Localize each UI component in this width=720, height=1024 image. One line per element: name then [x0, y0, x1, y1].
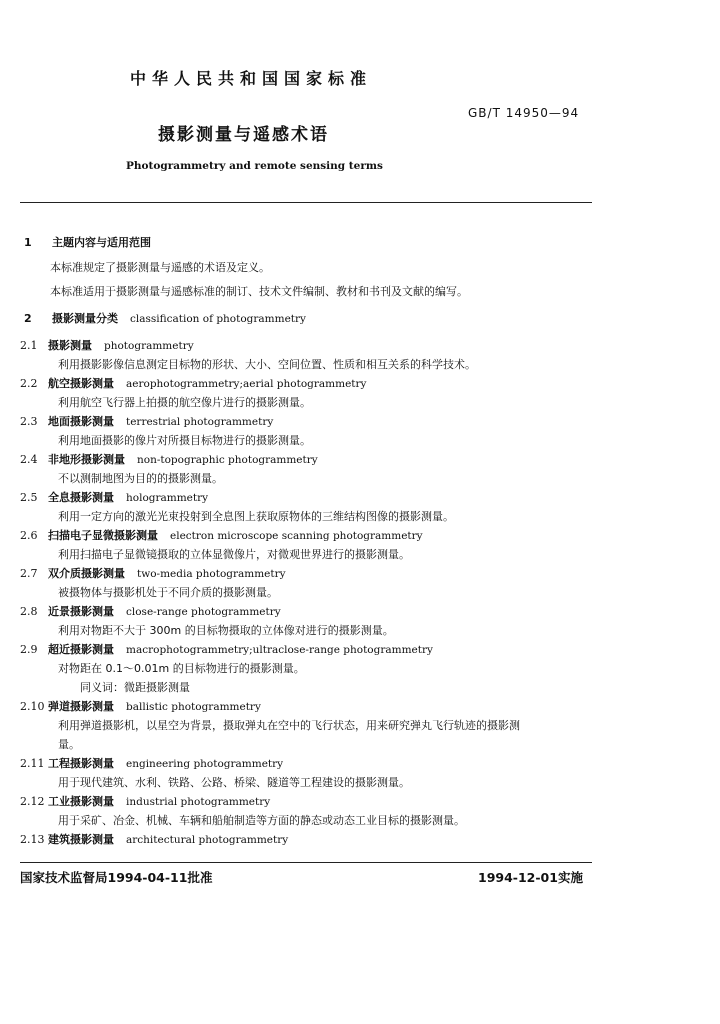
term-chinese: 双介质摄影测量	[48, 567, 125, 580]
term-number: 2.8	[20, 605, 38, 618]
term-chinese: 工程摄影测量	[48, 757, 114, 770]
paragraph: 本标准适用于摄影测量与遥感标准的制订、技术文件编制、教材和书刊及文献的编写。	[50, 285, 468, 298]
term-chinese: 地面摄影测量	[48, 415, 114, 428]
term-english: ballistic photogrammetry	[126, 701, 261, 713]
term-number: 2.11	[20, 757, 45, 770]
term-heading	[20, 529, 423, 543]
standard-code: GB/T 14950—94	[468, 106, 580, 120]
term-english: engineering photogrammetry	[126, 758, 284, 770]
term-number: 2.10	[20, 700, 45, 713]
term-chinese: 建筑摄影测量	[48, 833, 114, 846]
term-number: 2.6	[20, 529, 38, 542]
term-english: close-range photogrammetry	[126, 606, 281, 618]
term-english: non-topographic photogrammetry	[137, 454, 318, 466]
term-definition: 用于现代建筑、水利、铁路、公路、桥梁、隧道等工程建设的摄影测量。	[58, 776, 410, 789]
term-chinese: 摄影测量	[48, 339, 92, 352]
term-number: 2.1	[20, 339, 38, 352]
term-number: 2.9	[20, 643, 38, 656]
term-heading	[20, 643, 433, 657]
term-english: architectural photogrammetry	[126, 834, 289, 846]
term-chinese: 近景摄影测量	[48, 605, 114, 618]
term-number: 2.7	[20, 567, 38, 580]
term-number: 2.4	[20, 453, 38, 466]
term-english: electron microscope scanning photogrammetry	[170, 530, 423, 542]
term-number: 2.5	[20, 491, 38, 504]
term-english: hologrammetry	[126, 492, 209, 504]
footer-divider	[20, 862, 592, 863]
approval-line: 国家技术监督局1994-04-11批准	[20, 870, 213, 885]
issuing-org: 中华人民共和国国家标准	[130, 69, 373, 88]
term-number: 2.12	[20, 795, 45, 808]
term-chinese: 全息摄影测量	[48, 491, 114, 504]
term-heading	[20, 491, 208, 505]
term-heading	[20, 567, 286, 581]
term-definition: 利用扫描电子显微镜摄取的立体显微像片，对微观世界进行的摄影测量。	[58, 548, 410, 561]
term-definition: 用于采矿、冶金、机械、车辆和船舶制造等方面的静态或动态工业目标的摄影测量。	[58, 814, 465, 827]
term-english: industrial photogrammetry	[126, 796, 271, 808]
term-definition: 利用一定方向的激光光束投射到全息图上获取原物体的三维结构图像的摄影测量。	[58, 510, 454, 523]
section-2-heading	[24, 312, 306, 326]
effective-date: 1994-12-01实施	[478, 870, 583, 885]
term-chinese: 工业摄影测量	[48, 795, 114, 808]
term-heading	[20, 700, 261, 714]
term-english: terrestrial photogrammetry	[126, 416, 274, 428]
paragraph: 本标准规定了摄影测量与遥感的术语及定义。	[50, 261, 270, 274]
term-chinese: 弹道摄影测量	[48, 700, 114, 713]
term-heading	[20, 757, 283, 771]
term-heading	[20, 795, 270, 809]
term-synonym: 同义词：微距摄影测量	[80, 681, 190, 694]
section-number: 1	[24, 236, 32, 249]
term-number: 2.2	[20, 377, 38, 390]
term-definition: 利用地面摄影的像片对所摄目标物进行的摄影测量。	[58, 434, 311, 447]
section-1-heading	[24, 236, 151, 250]
term-definition: 利用摄影影像信息测定目标物的形状、大小、空间位置、性质和相互关系的科学技术。	[58, 358, 476, 371]
term-definition: 不以测制地图为目的的摄影测量。	[58, 472, 223, 485]
term-english: photogrammetry	[104, 340, 194, 352]
page-title: 摄影测量与遥感术语	[158, 125, 329, 145]
term-definition: 利用弹道摄影机，以星空为背景，摄取弹丸在空中的飞行状态，用来研究弹丸飞行轨迹的摄影测	[58, 719, 520, 732]
term-definition: 对物距在 0.1～0.01m 的目标物进行的摄影测量。	[58, 662, 305, 675]
term-chinese: 航空摄影测量	[48, 377, 114, 390]
term-definition: 被摄物体与摄影机处于不同介质的摄影测量。	[58, 586, 278, 599]
term-heading	[20, 339, 194, 353]
term-heading	[20, 377, 366, 391]
term-english: macrophotogrammetry;ultraclose-range photogrammetry	[126, 644, 433, 656]
section-title: 摄影测量分类	[52, 312, 118, 325]
term-heading	[20, 415, 273, 429]
page-title-english: Photogrammetry and remote sensing terms	[126, 160, 383, 172]
header-divider	[20, 202, 592, 203]
section-number: 2	[24, 312, 32, 325]
term-chinese: 超近摄影测量	[48, 643, 114, 656]
section-title-english: classification of photogrammetry	[130, 313, 306, 325]
term-heading	[20, 605, 281, 619]
term-english: two-media photogrammetry	[137, 568, 286, 580]
term-chinese: 扫描电子显微摄影测量	[48, 529, 158, 542]
section-title: 主题内容与适用范围	[52, 236, 151, 249]
term-number: 2.3	[20, 415, 38, 428]
term-heading	[20, 833, 288, 847]
term-definition: 利用航空飞行器上拍摄的航空像片进行的摄影测量。	[58, 396, 311, 409]
term-definition: 利用对物距不大于 300m 的目标物摄取的立体像对进行的摄影测量。	[58, 624, 394, 637]
term-english: aerophotogrammetry;aerial photogrammetry	[126, 378, 367, 390]
term-chinese: 非地形摄影测量	[48, 453, 125, 466]
term-definition: 量。	[58, 738, 80, 751]
term-heading	[20, 453, 318, 467]
term-number: 2.13	[20, 833, 45, 846]
